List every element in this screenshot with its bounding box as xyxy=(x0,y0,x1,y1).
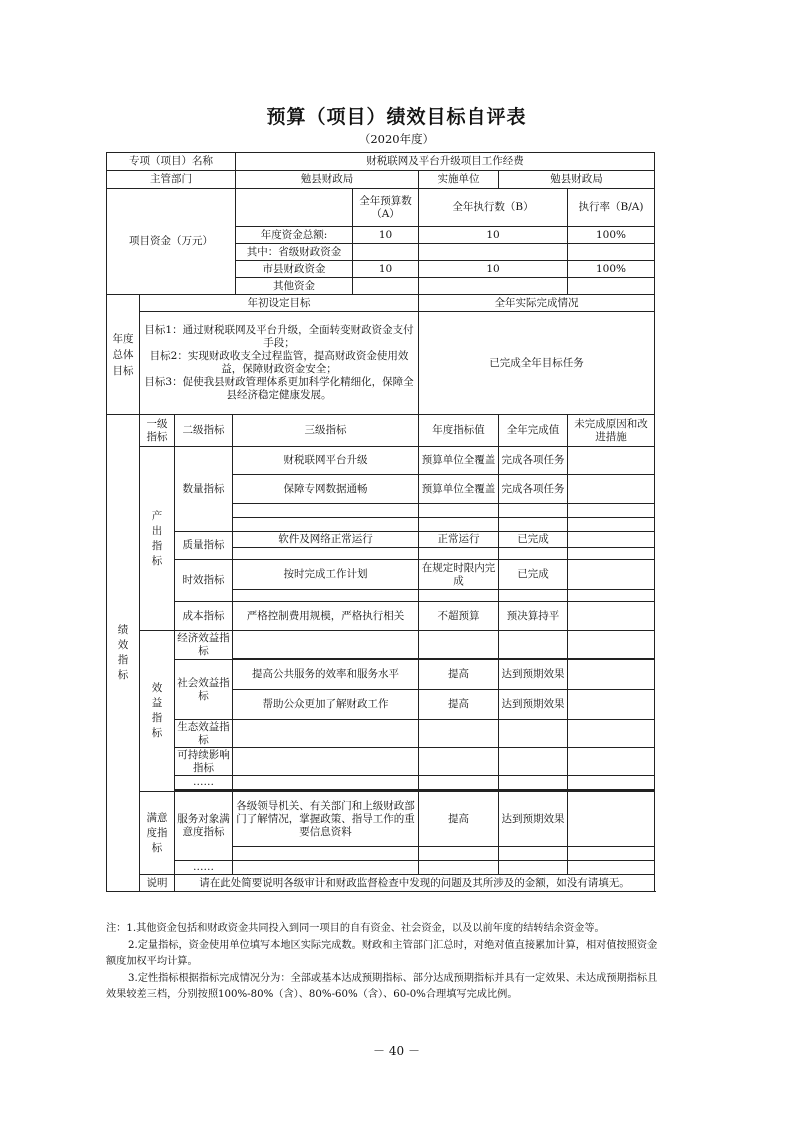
project-name-value: 财税联网及平台升级项目工作经费 xyxy=(236,153,655,171)
project-name-label: 专项（项目）名称 xyxy=(107,153,236,171)
funds-row-exec: 10 xyxy=(419,227,568,244)
footnote: 注：1.其他资金包括和财政资金共同投入到同一项目的自有资金、社会资金，以及以前年度的结转结余资金等。 xyxy=(106,923,605,934)
output-label: 产出指标 xyxy=(140,447,175,631)
indicator-annual: 提高 xyxy=(419,792,499,847)
funds-row-rate: 100% xyxy=(568,227,655,244)
funds-row-budget: 10 xyxy=(353,261,419,278)
goals-planned-header: 年初设定目标 xyxy=(140,295,419,312)
perf-side-label: 绩效指标 xyxy=(107,415,140,892)
remark-text: 请在此处简要说明各级审计和财政监督检查中发现的问题及其所涉及的金额，如没有请填无。 xyxy=(175,875,655,892)
funds-row-rate xyxy=(568,244,655,261)
satisfaction-ellipsis: …… xyxy=(175,861,233,875)
year-label: （2020年度） xyxy=(358,132,435,146)
page-number: － 40 － xyxy=(373,1044,420,1058)
funds-row-exec: 10 xyxy=(419,261,568,278)
page-title: 预算（项目）绩效目标自评表 xyxy=(266,106,527,128)
funds-row-label: 其中：省级财政资金 xyxy=(236,244,353,261)
funds-row-label: 其他资金 xyxy=(236,278,353,295)
indicator-done: 预决算持平 xyxy=(499,602,568,631)
goals-planned-text: 目标1：通过财税联网及平台升级，全面转变财政资金支付手段； 目标2：实现财政收支全过程监管，提高财政资金使用效益，保障财政资金安全； 目标3：促使我县财政管理体系更加科学化精细化，保障全县经济稳定健康发展。 xyxy=(140,312,419,415)
indicator-name: 财税联网平台升级 xyxy=(233,447,419,475)
indicator-name: 保障专网数据通畅 xyxy=(233,475,419,504)
quantity-label: 数量指标 xyxy=(175,447,233,532)
funds-row-exec xyxy=(419,278,568,295)
hdr-level1: 一级指标 xyxy=(140,415,175,447)
remark-label: 说明 xyxy=(140,875,175,892)
goals-actual-header: 全年实际完成情况 xyxy=(419,295,655,312)
impl-value: 勉县财政局 xyxy=(499,171,655,189)
funds-row-budget: 10 xyxy=(353,227,419,244)
goals-side-label: 年度总体目标 xyxy=(107,295,140,415)
hdr-annual: 年度指标值 xyxy=(419,415,499,447)
indicator-annual: 预算单位全覆盖 xyxy=(419,475,499,504)
benefit-label: 效益指标 xyxy=(140,631,175,792)
hdr-level2: 二级指标 xyxy=(175,415,233,447)
hdr-done: 全年完成值 xyxy=(499,415,568,447)
economic-label: 经济效益指标 xyxy=(175,631,233,660)
funds-col-budget: 全年预算数（A） xyxy=(353,189,419,227)
footnotes xyxy=(106,921,662,1004)
indicator-annual: 不超预算 xyxy=(419,602,499,631)
indicator-done: 达到预期效果 xyxy=(499,660,568,690)
indicator-name: 帮助公众更加了解财政工作 xyxy=(233,690,419,720)
hdr-level3: 三级指标 xyxy=(233,415,419,447)
indicator-done: 完成各项任务 xyxy=(499,475,568,504)
dept-value: 勉县财政局 xyxy=(236,171,419,189)
funds-label: 项目资金（万元） xyxy=(107,189,236,295)
evaluation-table xyxy=(106,152,655,892)
funds-col-exec: 全年执行数（B） xyxy=(419,189,568,227)
indicator-name: 提高公共服务的效率和服务水平 xyxy=(233,660,419,690)
footnote: 3.定性指标根据指标完成情况分为：全部或基本达成预期指标、部分达成预期指标并具有一定效果、未达成预期指标且效果较差三档，分别按照100%-80%（含）、80%-60%（含）、60-0%合理填写完成比例。 xyxy=(106,972,658,1000)
funds-row-budget xyxy=(353,278,419,295)
indicator-annual: 提高 xyxy=(419,660,499,690)
indicator-annual: 提高 xyxy=(419,690,499,720)
indicator-annual: 在规定时限内完成 xyxy=(419,560,499,590)
impl-label: 实施单位 xyxy=(419,171,499,189)
indicator-annual: 预算单位全覆盖 xyxy=(419,447,499,475)
indicator-done: 已完成 xyxy=(499,560,568,590)
social-label: 社会效益指标 xyxy=(175,660,233,720)
indicator-done: 已完成 xyxy=(499,532,568,548)
funds-col-rate: 执行率（B/A) xyxy=(568,189,655,227)
cost-label: 成本指标 xyxy=(175,602,233,631)
sustain-label: 可持续影响指标 xyxy=(175,748,233,776)
indicator-name: 各级领导机关、有关部门和上级财政部门了解情况，掌握政策、指导工作的重要信息资料 xyxy=(233,792,419,847)
funds-row-rate xyxy=(568,278,655,295)
indicator-name: 严格控制费用规模，严格执行相关 xyxy=(233,602,419,631)
funds-row-label: 年度资金总额: xyxy=(236,227,353,244)
indicator-name: 软件及网络正常运行 xyxy=(233,532,419,548)
goals-actual-text: 已完成全年目标任务 xyxy=(419,312,655,415)
indicator-done: 完成各项任务 xyxy=(499,447,568,475)
indicator-name: 按时完成工作计划 xyxy=(233,560,419,590)
eco-label: 生态效益指标 xyxy=(175,720,233,748)
funds-row-budget xyxy=(353,244,419,261)
indicator-done: 达到预期效果 xyxy=(499,690,568,720)
dept-label: 主管部门 xyxy=(107,171,236,189)
benefit-ellipsis: …… xyxy=(175,776,233,790)
funds-row-rate: 100% xyxy=(568,261,655,278)
satisfaction-sub-label: 服务对象满意度指标 xyxy=(175,792,233,861)
footnote: 2.定量指标，资金使用单位填写本地区实际完成数。财政和主管部门汇总时，对绝对值直接累加计算，相对值按照资金额度加权平均计算。 xyxy=(106,939,658,967)
funds-row-label: 市县财政资金 xyxy=(236,261,353,278)
funds-row-exec xyxy=(419,244,568,261)
indicator-done: 达到预期效果 xyxy=(499,792,568,847)
indicator-annual: 正常运行 xyxy=(419,532,499,548)
time-label: 时效指标 xyxy=(175,560,233,602)
hdr-reason: 未完成原因和改进措施 xyxy=(568,415,655,447)
satisfaction-label: 满意度指标 xyxy=(140,792,175,875)
quality-label: 质量指标 xyxy=(175,532,233,560)
